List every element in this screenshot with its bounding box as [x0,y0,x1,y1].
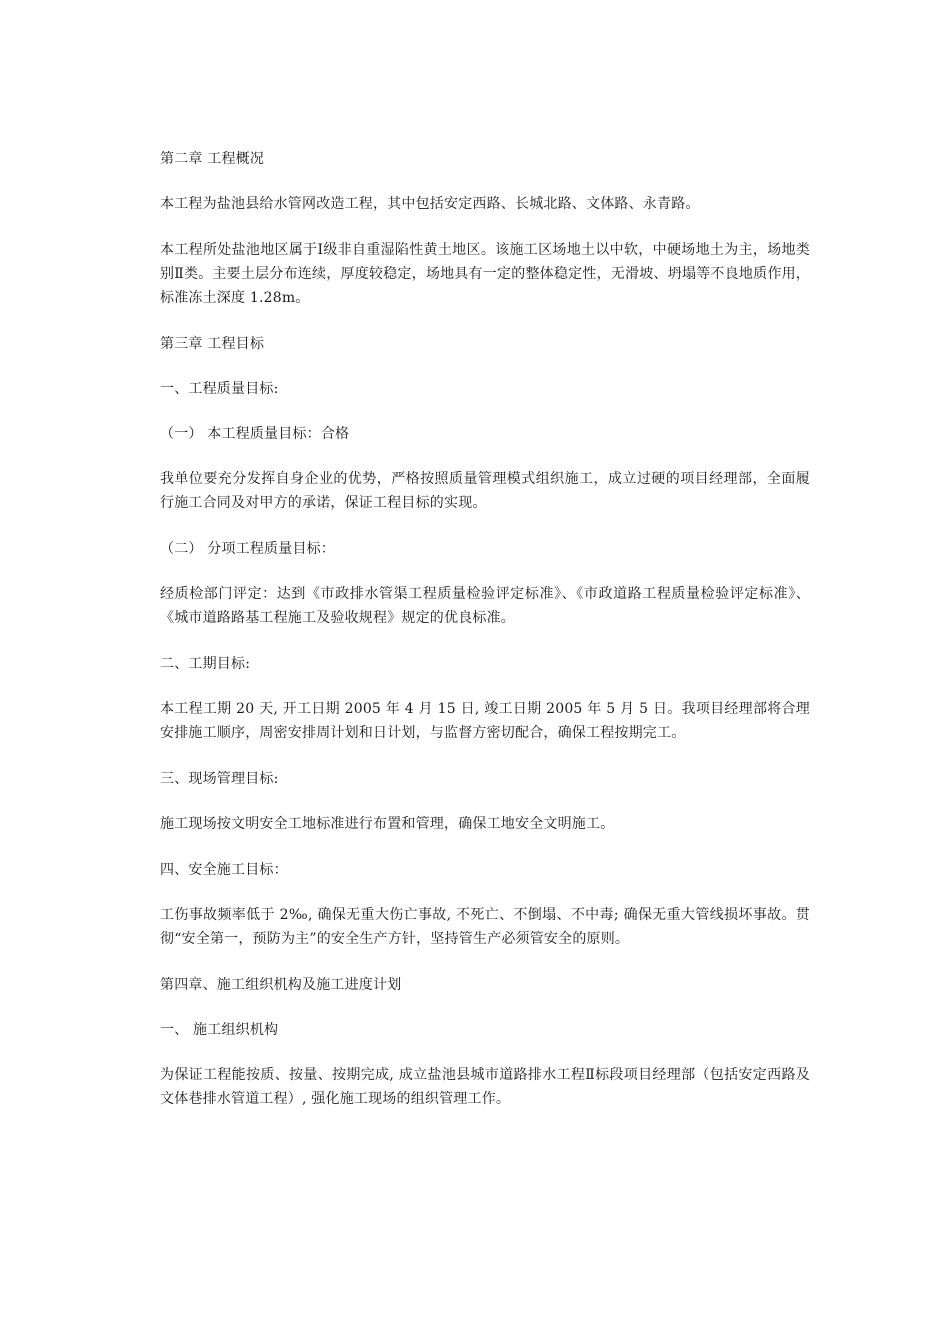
quality-standards-paragraph: 经质检部门评定：达到《市政排水管渠工程质量检验评定标准》、《市政道路工程质量检验评定标准》、《城市道路路基工程施工及验收规程》规定的优良标准。 [160,586,810,626]
chapter-4-heading: 第四章、施工组织机构及施工进度计划 [160,977,402,993]
organization-heading: 一、 施工组织机构 [160,1022,279,1038]
project-overview-paragraph: 本工程为盐池县给水管网改造工程，其中包括安定西路、长城北路、文体路、永青路。 [160,196,700,212]
schedule-goal-heading: 二、工期目标: [160,656,251,672]
quality-goal-subheading-1: （一） 本工程质量目标：合格 [160,426,350,442]
safety-paragraph: 工伤事故频率低于 2‰, 确保无重大伤亡事故, 不死亡、不倒塌、不中毒; 确保无重大管线损坏事故。贯彻“安全第一，预防为主”的安全生产方针，坚持管生产必须管安全的原则。 [160,907,810,947]
site-management-heading: 三、现场管理目标: [160,771,279,787]
chapter-3-heading: 第三章 工程目标 [160,336,265,352]
quality-goal-heading: 一、工程质量目标: [160,381,279,397]
schedule-paragraph: 本工程工期 20 天, 开工日期 2005 年 4 月 15 日, 竣工日期 2005 年 5 月 5 日。我项目经理部将合理安排施工顺序，周密安排周计划和日计划，与监督方密切配合，确保工程按期完工。 [160,701,810,741]
chapter-2-heading: 第二章 工程概况 [160,151,265,167]
site-management-paragraph: 施工现场按文明安全工地标准进行布置和管理，确保工地安全文明施工。 [160,816,615,832]
organization-paragraph: 为保证工程能按质、按量、按期完成, 成立盐池县城市道路排水工程Ⅱ标段项目经理部（包括安定西路及文体巷排水管道工程）, 强化施工现场的组织管理工作。 [160,1067,810,1107]
quality-commitment-paragraph: 我单位要充分发挥自身企业的优势，严格按照质量管理模式组织施工，成立过硬的项目经理部，全面履行施工合同及对甲方的承诺，保证工程目标的实现。 [160,471,810,511]
safety-goal-heading: 四、安全施工目标： [160,862,288,878]
document-body [160,147,810,1133]
quality-goal-subheading-2: （二） 分项工程质量目标： [160,541,336,557]
geology-paragraph: 本工程所处盐池地区属于Ⅰ级非自重湿陷性黄土地区。该施工区场地土以中软，中硬场地土为主，场地类别Ⅱ类。主要土层分布连续，厚度较稳定，场地具有一定的整体稳定性，无滑坡、坍塌等不良地质作用，标准冻土深度 1.28m。 [160,242,810,306]
